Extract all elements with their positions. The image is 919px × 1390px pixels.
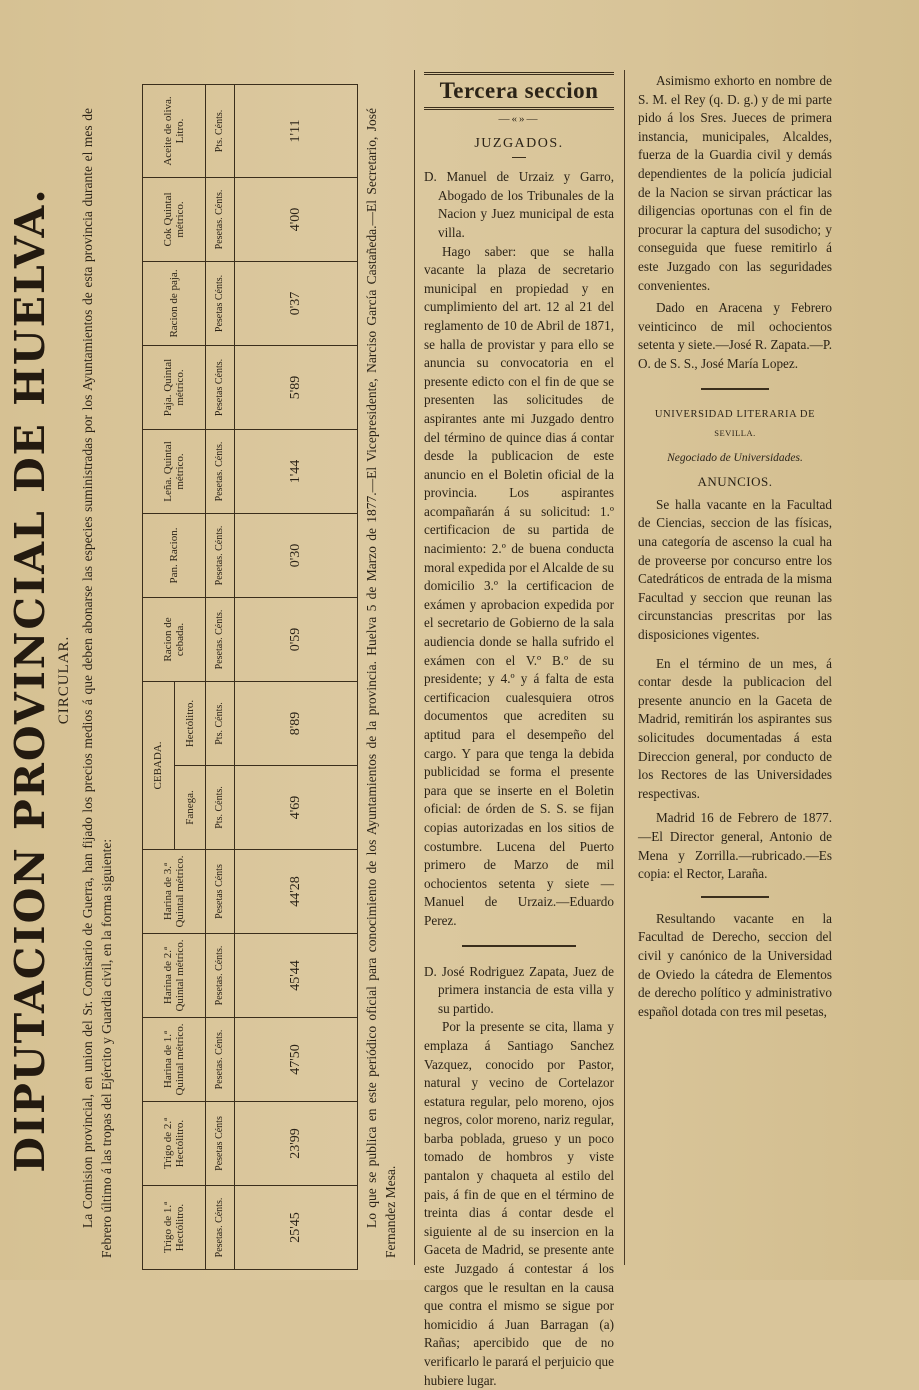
value-cell: 23'99 <box>235 1102 358 1186</box>
column-rule-middle <box>624 70 625 1265</box>
header-racion-cebada: Racion de cebada. <box>143 597 206 681</box>
value-cell: 1'11 <box>235 84 358 177</box>
value-cell: 0'37 <box>235 261 358 345</box>
header-harina-3: Harina de 3.ª Quintal métrico. <box>143 850 206 934</box>
unit-cell: Pesetas. Cénts. <box>206 597 235 681</box>
unit-cell: Pesetas Cénts. <box>206 261 235 345</box>
header-aceite: Aceite de oliva. Litro. <box>143 84 206 177</box>
header-racion-paja: Racion de paja. <box>143 261 206 345</box>
value-cell: 5'89 <box>235 345 358 429</box>
unit-cell: Pesetas. Cénts. <box>206 177 235 261</box>
negociado: Negociado de Universidades. <box>667 451 803 464</box>
university-city: SEVILLA. <box>714 428 756 439</box>
edict1-opening: D. Manuel de Urzaiz y Garro, Abogado de los Tribunales de la Nacion y Juez municipal de esta villa. <box>424 169 614 240</box>
value-cell: 45'44 <box>235 934 358 1018</box>
separator-rule <box>701 896 769 898</box>
value-cell: 4'69 <box>235 766 358 850</box>
anuncios-heading: ANUNCIOS. <box>697 474 773 490</box>
ornament: —«»— <box>498 113 540 125</box>
masthead: DIPUTACION PROVINCIAL DE HUELVA. <box>6 187 54 1173</box>
header-hectolitro: Hectólitro. <box>174 681 206 765</box>
separator-rule <box>462 945 576 947</box>
header-harina-2: Harina de 2.ª Quintal métrico. <box>143 934 206 1018</box>
value-cell: 0'59 <box>235 597 358 681</box>
unit-cell: Pesetas Cénts <box>206 1102 235 1186</box>
juzgados-heading: JUZGADOS. <box>474 135 564 151</box>
value-cell: 44'28 <box>235 850 358 934</box>
value-cell: 47'50 <box>235 1018 358 1102</box>
unit-cell: Pesetas Cénts <box>206 850 235 934</box>
value-cell: 1'44 <box>235 429 358 513</box>
circular-intro: La Comision provincial, en union del Sr. Comisario de Guerra, han fijado los precios medios á que deben abonarse las especies suministradas por los Ayuntamientos de esta provincia durante el mes de Febrero último á las tropas del Ejército y Guardia civil, en la forma siguiente: <box>80 108 114 1258</box>
anuncio-p1: Se halla vacante en la Facultad de Ciencias, seccion de las físicas, una categoría de ascenso la cual ha de proveerse por concurso entre los Catedráticos de entrada de la misma Facultad y seccion que reunan las circunstancias prescritas por las disposiciones vigentes. <box>638 496 832 643</box>
value-cell: 25'45 <box>235 1186 358 1270</box>
unit-cell: Pesetas Cénts. <box>206 345 235 429</box>
unit-cell: Pesetas. Cénts. <box>206 934 235 1018</box>
value-cell: 8'89 <box>235 681 358 765</box>
unit-cell: Pts. Cénts. <box>206 681 235 765</box>
header-pan: Pan. Racion. <box>143 513 206 597</box>
edict2-opening: D. José Rodriguez Zapata, Juez de primera instancia de esta villa y su partido. <box>424 963 614 1016</box>
price-table <box>142 84 358 1270</box>
value-cell: 0'30 <box>235 513 358 597</box>
dash-divider <box>512 157 526 158</box>
edict2-body: Por la presente se cita, llama y emplaza á Santiago Sanchez Vazquez, conocido por Pastor, natural y vecino de Cortelazor estatura regular, pelo moreno, ojos negros, color moreno, nariz regular, barba poblada, grueso y un poco tomado de hombros y viste pantalon y chaqueta al estilo del pais, á fin de que en el término de treinta dias á contar desde el siguiente al de su insercion en la Gaceta de Madrid, se presente ante este Juzgado á contestar á los cargos que le resultan en la causa que contra el mismo se sigue por homicidio á Juan Barragan (a) Rañas; apercibido que de no verificarlo le parará el perjuicio que hubiere lugar. <box>424 1019 614 1388</box>
header-harina-1: Harina de 1.ª Quintal métrico. <box>143 1018 206 1102</box>
separator-rule <box>701 388 769 390</box>
rotated-circular-block <box>0 80 412 1280</box>
header-cebada: CEBADA. <box>143 681 175 849</box>
university-heading: UNIVERSIDAD LITERARIA DE <box>654 408 816 420</box>
tercera-seccion-column <box>424 72 614 1390</box>
anuncio-p3: Madrid 16 de Febrero de 1877.—El Director general, Antonio de Mena y Zorrilla.—rubricado.—Es copia: el Rector, Laraña. <box>638 810 832 882</box>
edict1-body: Hago saber: que se halla vacante la plaza de secretario municipal en propiedad y en cumplimiento del art. 12 al 21 del reglamento de 10 de Abril de 1871, se halla de provistar y para ello se anuncia su convocatoria en el presente edicto con el fin de que se presenten las solicitudes de aspirantes ante mi Juzgado dentro del término de quince dias á contar desde la publicacion de este anuncio en el Boletin oficial de la provincia. Los aspirantes acompañarán á su solicitud: 1.º certificacion de su partida de nacimiento: 2.º de buena conducta moral expedida por el Alcalde de su domicilio 3.º la certificacion de exámen y aprobacion expedida por el secretario de Gobierno de la sala audiencia donde se halla sufrido el exámen con el V.º B.º de su presidente; y 4.º y á falta de esta certificacion cualesquiera otros documentos que acrediten su aptitud para el desempeño del cargo. Y para que tenga la debida publicidad se forma el presente para que se inserte en el Boletin oficial: de órden de S. S. se fijan copias autorizadas en los sitios de costumbre. Lucena del Puerto primero de Marzo de mil ochocientos setenta y siete —Manuel de Urzaiz.—Eduardo Perez. <box>424 243 614 928</box>
header-lena: Leña. Quintal métrico. <box>143 429 206 513</box>
unit-cell: Pesetas. Cénts. <box>206 1018 235 1102</box>
anuncio-p2: En el término de un mes, á contar desde la publicacion del presente anuncio en la Gaceta de Madrid, remitirán los aspirantes sus solicitudes documentadas á esta Direccion general, por conducto de los Rectores de las Universidades respectivas. <box>638 655 832 801</box>
header-fanega: Fanega. <box>174 766 206 850</box>
edict2-body2: Asimismo exhorto en nombre de S. M. el Rey (q. D. g.) y de mi parte pido á los Sres. Jueces de primera instancia, municipales, Alcaldes, fuerza de la Guardia civil y demás dependientes de la policía judicial de la Nacion se sirvan prácticar las diligencias oportunas con el fin de procurar la captura del susodicho; y conseguida que fuese remitirlo á este Juzgado con las seguridades convenientes. <box>638 73 832 293</box>
header-cok: Cok Quintal métrico. <box>143 177 206 261</box>
value-cell: 4'00 <box>235 177 358 261</box>
header-paja: Paja. Quintal métrico. <box>143 345 206 429</box>
section-title: Tercera seccion <box>424 72 614 110</box>
right-column <box>638 72 832 1021</box>
header-trigo-2: Trigo de 2.ª Hectólitro. <box>143 1102 206 1186</box>
anuncio-p4: Resultando vacante en la Facultad de Derecho, seccion del civil y canónico de la Universidad de Oviedo la cátedra de Elementos de derecho político y administrativo español dotada con tres mil pesetas, <box>638 910 832 1019</box>
circular-title: CIRCULAR. <box>56 635 72 725</box>
circular-closing: Lo que se publica en este periódico oficial para conocimiento de los Ayuntamientos de la provincia. Huelva 5 de Marzo de 1877.—El Vicepresidente, Narciso García Castañeda.—El Secretario, José Fernandez Mesa. <box>364 108 398 1258</box>
header-trigo-1: Trigo de 1.ª Hectólitro. <box>143 1186 206 1270</box>
column-rule-left <box>414 70 415 1265</box>
unit-cell: Pesetas. Cénts. <box>206 513 235 597</box>
unit-cell: Pts. Cénts. <box>206 766 235 850</box>
unit-cell: Pts. Cénts. <box>206 84 235 177</box>
unit-cell: Pesetas. Cénts. <box>206 1186 235 1270</box>
unit-cell: Pesetas. Cénts. <box>206 429 235 513</box>
edict2-closing: Dado en Aracena y Febrero veinticinco de mil ochocientos setenta y siete.—José R. Zapata.—P. O. de S. S., José María Lopez. <box>638 300 832 371</box>
